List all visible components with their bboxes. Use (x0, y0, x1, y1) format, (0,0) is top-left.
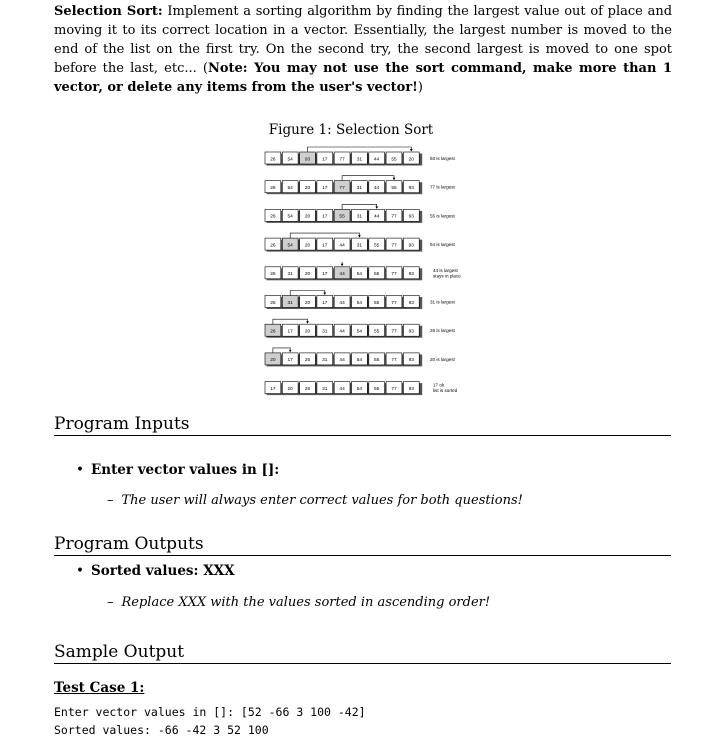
sort-cell-value: 17 (322, 214, 328, 220)
sort-cell-value: 17 (287, 358, 293, 364)
sort-cell-value: 26 (304, 386, 311, 392)
sort-cell-value: 20 (304, 300, 311, 306)
sort-cell-value: 55 (374, 300, 380, 306)
sort-cell-value: 26 (304, 358, 311, 364)
sort-cell-value: 55 (374, 272, 380, 278)
figure-caption: Figure 1: Selection Sort (268, 122, 434, 138)
sort-cell-value: 17 (322, 300, 328, 306)
sort-cell-value: 17 (322, 186, 328, 191)
sort-cell-value: 44 (339, 272, 345, 278)
sort-cell-value: 17 (287, 329, 293, 335)
sort-cell-value: 20 (304, 272, 311, 278)
arrow-head (341, 264, 344, 267)
sort-cell-value: 20 (270, 358, 276, 364)
sort-cell-value: 77 (391, 358, 397, 364)
row-label: 31 is largest (430, 299, 455, 305)
sort-cell-value: 55 (374, 329, 380, 335)
arrow-head (393, 178, 396, 181)
swap-arrow (290, 291, 325, 296)
sort-cell-value: 31 (356, 186, 363, 191)
sort-cell-value: 54 (356, 386, 363, 392)
sort-cell-value: 17 (270, 386, 276, 392)
sort-cell-value: 77 (391, 300, 397, 306)
swap-arrow (273, 348, 290, 353)
row-label: 54 is largest (430, 242, 455, 248)
sort-cell-value: 17 (322, 243, 328, 249)
test-case-label: Test Case 1: (54, 680, 145, 696)
sort-cell-value: 93 (408, 358, 414, 364)
inputs-subitem: – The user will always enter correct values for both questions! (107, 493, 523, 508)
intro-body: Implement a sorting algorithm by finding the largest value out of place and moving it to its correct location in a vector. Essentially, the largest number is moved to the end of the list on the first try. On the second try, the second largest is moved to one spot before the last, etc... ( (54, 4, 673, 76)
swap-arrow (308, 147, 412, 152)
sort-cell-value: 93 (408, 329, 414, 335)
row-label: 93 is largest (430, 156, 455, 161)
sort-cell-value: 77 (339, 186, 345, 191)
arrow-head (323, 293, 326, 296)
row-label: list is sorted (433, 388, 458, 394)
sort-cell-value: 26 (270, 329, 276, 335)
sort-cell-value: 31 (322, 358, 328, 364)
sort-cell-value: 44 (339, 300, 345, 306)
arrow-head (410, 149, 413, 152)
sort-cell-value: 44 (374, 186, 380, 191)
sort-cell-value: 54 (356, 300, 363, 306)
intro-note: Note: You may not use the sort command, make more than 1 vector, or delete any items from the user's vector! (54, 61, 672, 95)
sort-cell-value: 93 (408, 214, 414, 220)
sort-cell-value: 54 (287, 243, 293, 249)
sort-cell-value: 31 (287, 272, 293, 278)
sort-cell-value: 20 (304, 186, 311, 191)
sort-cell-value: 55 (339, 214, 345, 220)
sort-cell-value: 26 (270, 300, 276, 306)
sort-cell-value: 44 (374, 214, 380, 220)
row-label: 17 ok (433, 382, 445, 388)
sort-cell-value: 55 (391, 157, 397, 163)
sort-cell-value: 93 (304, 157, 311, 163)
inputs-subitem-text: The user will always enter correct values for both questions! (121, 493, 523, 508)
intro-close: ) (417, 80, 423, 95)
row-label: 55 is largest (430, 213, 455, 219)
sort-cell-value: 26 (270, 186, 276, 191)
swap-arrow (342, 176, 394, 181)
sort-cell-value: 44 (374, 157, 380, 163)
swap-arrow (342, 204, 377, 209)
sort-cell-value: 31 (356, 157, 363, 163)
outputs-subitem-text: Replace XXX with the values sorted in ascending order! (121, 595, 491, 610)
arrow-head (289, 350, 292, 353)
program-inputs-heading: Program Inputs (54, 414, 671, 436)
outputs-bullet: • Sorted values: XXX (76, 563, 235, 579)
arrow-head (375, 206, 378, 209)
sort-cell-value: 77 (339, 157, 345, 163)
sort-cell-value: 26 (270, 272, 276, 278)
sort-cell-value: 44 (339, 329, 345, 335)
sort-cell-value: 77 (391, 386, 397, 392)
sort-cell-value: 20 (287, 386, 293, 392)
intro-title: Selection Sort: (54, 4, 163, 19)
outputs-bullet-text: Sorted values: XXX (90, 563, 235, 579)
sort-cell-value: 55 (391, 186, 397, 191)
inputs-bullet: • Enter vector values in []: (76, 462, 280, 478)
arrow-head (358, 235, 361, 238)
sort-cell-value: 44 (339, 358, 345, 364)
sort-cell-value: 93 (408, 300, 414, 306)
sort-cell-value: 93 (408, 272, 414, 278)
sort-cell-value: 55 (374, 358, 380, 364)
sort-cell-value: 54 (356, 272, 363, 278)
sort-cell-value: 54 (287, 186, 293, 191)
sort-cell-value: 77 (391, 214, 397, 220)
swap-arrow (273, 319, 308, 324)
sort-cell-value: 26 (270, 214, 276, 220)
sort-cell-value: 26 (270, 243, 276, 249)
sort-cell-value: 55 (374, 386, 380, 392)
row-label: 44 is largest (433, 267, 458, 273)
sort-cell-value: 20 (304, 329, 311, 335)
swap-arrow (290, 233, 359, 238)
sort-cell-value: 17 (322, 157, 328, 163)
sort-cell-value: 20 (304, 243, 311, 249)
sort-cell-value: 54 (287, 157, 293, 163)
sort-cell-value: 17 (322, 272, 328, 278)
sort-cell-value: 31 (356, 243, 363, 249)
sort-cell-value: 26 (270, 157, 276, 163)
outputs-subitem: – Replace XXX with the values sorted in ascending order! (107, 595, 491, 610)
sort-cell-value: 77 (391, 329, 397, 335)
sort-cell-value: 55 (374, 243, 380, 249)
sort-cell-value: 44 (339, 386, 345, 392)
sort-cell-value: 31 (322, 386, 328, 392)
sort-cell-value: 77 (391, 272, 397, 278)
row-label: 77 is largest (430, 184, 455, 190)
sample-line-1: Enter vector values in []: [52 -66 3 100 -42] (54, 705, 366, 719)
row-label: stays in place (433, 273, 461, 279)
sample-line-2: Sorted values: -66 -42 3 52 100 (54, 723, 269, 737)
row-label: 20 is largest (430, 356, 455, 362)
sort-cell-value: 77 (391, 243, 397, 249)
sort-cell-value: 20 (304, 214, 311, 220)
arrow-head (306, 321, 309, 324)
sort-cell-value: 44 (339, 243, 345, 249)
sort-cell-value: 20 (408, 157, 414, 163)
sort-cell-value: 54 (356, 329, 363, 335)
sort-cell-value: 93 (408, 243, 414, 249)
sample-output-heading: Sample Output (54, 642, 671, 664)
sort-cell-value: 54 (356, 358, 363, 364)
sort-cell-value: 54 (287, 214, 293, 220)
inputs-bullet-text: Enter vector values in []: (90, 462, 280, 478)
program-outputs-heading: Program Outputs (54, 534, 671, 556)
sort-cell-value: 93 (408, 386, 414, 392)
sort-cell-value: 31 (287, 300, 293, 306)
sort-cell-value: 31 (356, 214, 363, 220)
sort-cell-value: 31 (322, 329, 328, 335)
sort-cell-value: 93 (408, 186, 414, 191)
row-label: 26 is largest (430, 328, 455, 334)
